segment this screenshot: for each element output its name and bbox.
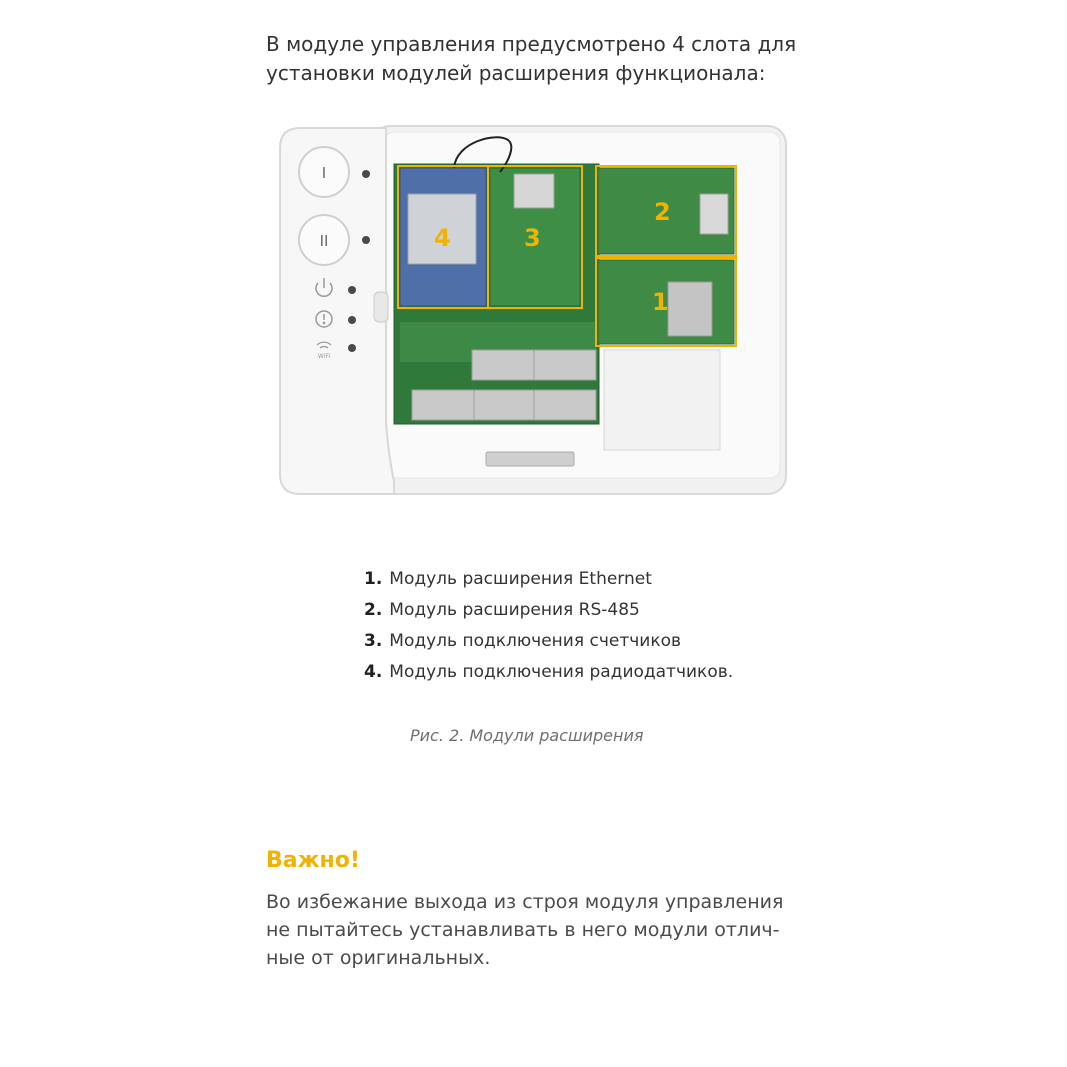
figure-caption: Рис. 2. Модули расширения (410, 726, 644, 745)
led-power (348, 286, 356, 294)
warning-title: Важно! (266, 848, 360, 873)
mount-tab (374, 292, 388, 322)
device-illustration (276, 122, 790, 498)
module-1-badge: 1 (652, 288, 669, 316)
button-one-label: I (321, 164, 327, 182)
module-3-connector (514, 174, 554, 208)
led-1 (362, 170, 370, 178)
intro-text (266, 30, 826, 88)
module-2-connector (700, 194, 728, 234)
empty-slot (604, 350, 720, 450)
led-2 (362, 236, 370, 244)
legend-item (364, 596, 733, 627)
module-legend (364, 565, 733, 689)
intro-line-2: установки модулей расширения функционала: (266, 61, 766, 85)
wifi-label: WiFi (317, 353, 331, 360)
led-alert (348, 316, 356, 324)
legend-item (364, 565, 733, 596)
legend-text: Модуль подключения счетчиков (389, 631, 682, 651)
intro-line-1: В модуле управления предусмотрено 4 слота для (266, 32, 797, 56)
module-3-badge: 3 (524, 224, 541, 252)
module-1-port (668, 282, 712, 336)
warning-text (266, 888, 826, 972)
button-two-label: II (319, 232, 329, 250)
led-wifi (348, 344, 356, 352)
legend-text: Модуль расширения RS-485 (389, 600, 640, 620)
legend-item (364, 658, 733, 689)
legend-number: 4. (364, 662, 383, 682)
warning-line-2: не пытайтесь устанавливать в него модули отлич- (266, 919, 780, 941)
legend-number: 3. (364, 631, 383, 651)
device-photo (276, 122, 790, 498)
bottom-bracket (486, 452, 574, 466)
legend-text: Модуль подключения радиодатчиков. (389, 662, 734, 682)
legend-item (364, 627, 733, 658)
legend-text: Модуль расширения Ethernet (389, 569, 652, 589)
module-2-badge: 2 (654, 198, 671, 226)
warning-line-3: ные от оригинальных. (266, 947, 491, 969)
module-4-badge: 4 (434, 224, 451, 252)
warning-line-1: Во избежание выхода из строя модуля управления (266, 891, 784, 913)
legend-number: 2. (364, 600, 383, 620)
legend-number: 1. (364, 569, 383, 589)
